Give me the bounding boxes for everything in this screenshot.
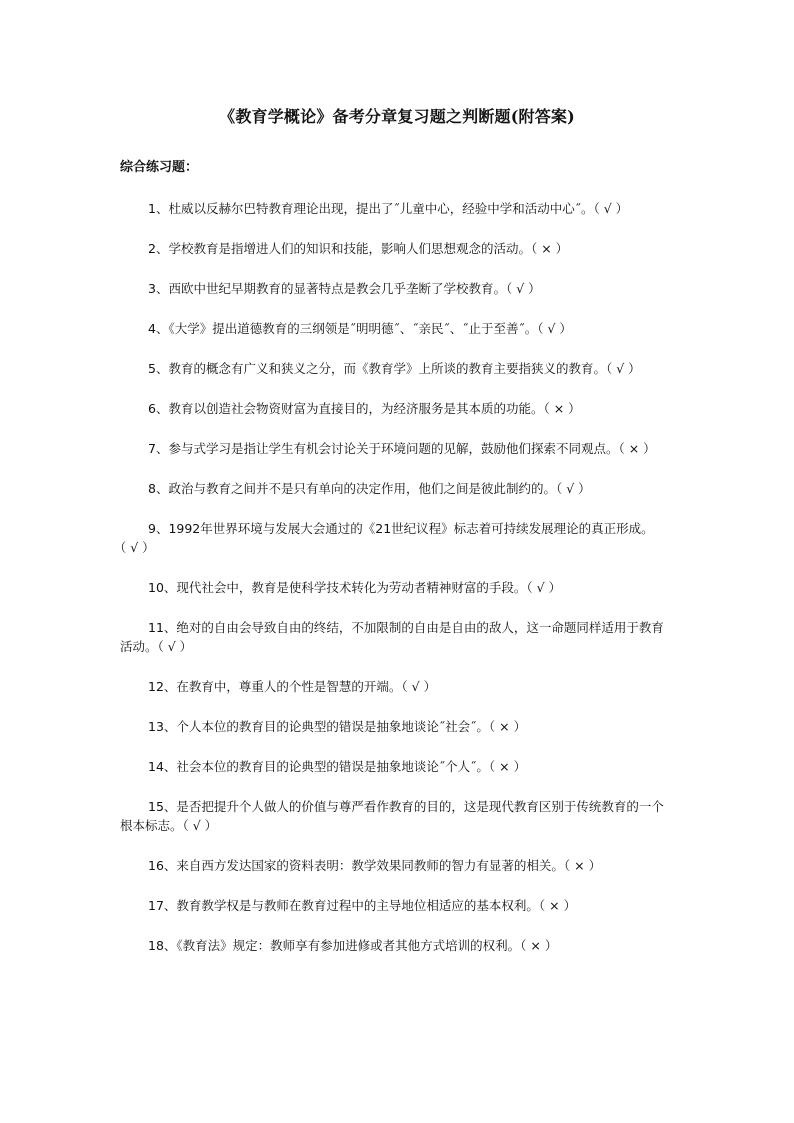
answer-mark: （ × ）: [488, 719, 527, 734]
question-text: 12、在教育中，尊重人的个性是智慧的开端。: [148, 679, 402, 694]
answer-mark: （ × ）: [543, 401, 581, 416]
question-text: 9、1992年世界环境与发展大会通过的《21世纪议程》标志着可持续发展理论的真正形成。: [148, 521, 654, 536]
question-item: [120, 279, 676, 298]
question-item: [120, 319, 676, 338]
answer-mark: （ √ ）: [526, 580, 562, 595]
answer-mark: （ × ）: [563, 858, 602, 873]
answer-mark: （ × ）: [618, 441, 656, 456]
question-item: [120, 239, 676, 258]
answer-mark: （ √ ）: [120, 540, 155, 555]
question-item: [120, 479, 676, 498]
question-text: 15、是否把提升个人做人的价值与尊严看作教育的目的，这是现代教育区别于传统教育的一个根本标志。: [120, 799, 664, 833]
question-text: 14、社会本位的教育目的论典型的错误是抽象地谈论˝个人˝。: [148, 759, 489, 774]
document-title: 《教育学概论》备考分章复习题之判断题(附答案): [219, 107, 575, 126]
question-text: 7、参与式学习是指让学生有机会讨论关于环境问题的见解，鼓励他们探索不同观点。: [148, 441, 619, 456]
answer-mark: （ √ ）: [537, 321, 572, 336]
question-text: 13、个人本位的教育目的论典型的错误是抽象地谈论˝社会˝。: [148, 719, 489, 734]
answer-mark: （ √ ）: [182, 818, 218, 833]
question-text: 1、杜威以反赫尔巴特教育理论出现，提出了˝儿童中心，经验中学和活动中心˝。: [148, 201, 594, 216]
question-item: [120, 936, 676, 955]
question-item: [120, 618, 676, 656]
question-text: 10、现代社会中，教育是使科学技术转化为劳动者精神财富的手段。: [148, 580, 527, 595]
question-item: [120, 519, 676, 557]
question-text: 17、教育教学权是与教师在教育过程中的主导地位相适应的基本权利。: [148, 898, 539, 913]
question-text: 6、教育以创造社会物资财富为直接目的，为经济服务是其本质的功能。: [148, 401, 544, 416]
question-item: [120, 757, 676, 776]
question-item: [120, 578, 676, 597]
answer-mark: （ × ）: [538, 898, 577, 913]
question-text: 3、西欧中世纪早期教育的显著特点是教会几乎垄断了学校教育。: [148, 281, 506, 296]
answer-mark: （ × ）: [520, 938, 558, 953]
question-text: 11、绝对的自由会导致自由的终结，不加限制的自由是自由的敌人，这一命题同样适用于教育活动。: [120, 620, 664, 654]
question-item: [120, 359, 676, 378]
question-text: 16、来自西方发达国家的资料表明：教学效果同教师的智力有显著的相关。: [148, 858, 564, 873]
question-item: [120, 896, 676, 915]
question-text: 4、《大学》提出道德教育的三纲领是˝明明德˝、˝亲民˝、˝止于至善˝。: [148, 321, 538, 336]
question-item: [120, 199, 676, 218]
answer-mark: （ √ ）: [401, 679, 437, 694]
question-text: 18、《教育法》规定：教师享有参加进修或者其他方式培训的权利。: [148, 938, 521, 953]
question-item: [120, 856, 676, 875]
answer-mark: （ √ ）: [593, 201, 629, 216]
question-item: [120, 439, 676, 458]
answer-mark: （ √ ）: [605, 361, 641, 376]
answer-mark: （ √ ）: [157, 639, 193, 654]
question-item: [120, 717, 676, 736]
question-text: 8、政治与教育之间并不是只有单向的决定作用，他们之间是彼此制约的。: [148, 481, 556, 496]
answer-mark: （ × ）: [488, 759, 527, 774]
question-item: [120, 797, 676, 835]
question-item: [120, 399, 676, 418]
answer-mark: （ √ ）: [555, 481, 591, 496]
question-text: 2、学校教育是指增进人们的知识和技能，影响人们思想观念的活动。: [148, 241, 531, 256]
question-list: [120, 199, 676, 976]
question-item: [120, 677, 676, 696]
answer-mark: （ √ ）: [505, 281, 541, 296]
question-text: 5、教育的概念有广义和狭义之分，而《教育学》上所谈的教育主要指狭义的教育。: [148, 361, 606, 376]
answer-mark: （ × ）: [530, 241, 569, 256]
section-heading: 综合练习题：: [120, 160, 199, 175]
